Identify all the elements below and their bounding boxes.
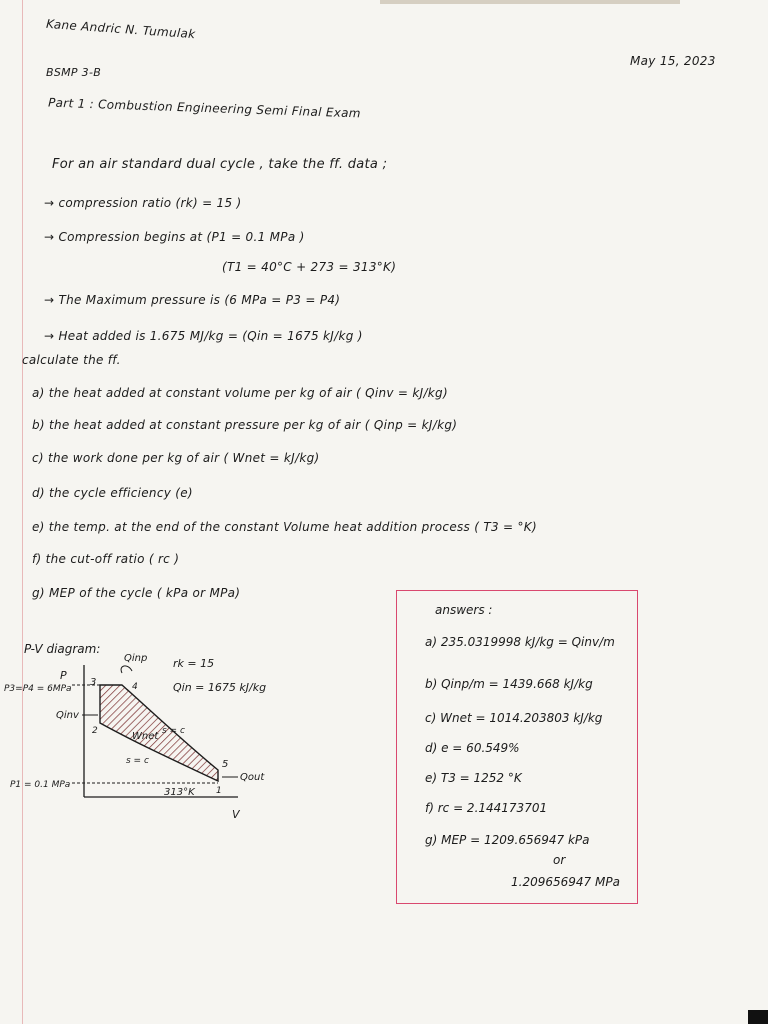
isentropic-upper-label: s = c — [162, 726, 185, 736]
page-title: Part 1 : Combustion Engineering Semi Final Exam — [47, 95, 362, 121]
given-initial-pressure: → Compression begins at (P1 = 0.1 MPa ) — [44, 230, 305, 244]
question-c: c) the work done per kg of air ( Wnet = kJ/kg) — [32, 451, 320, 465]
answer-g: g) MEP = 1209.656947 kPa — [425, 833, 590, 847]
question-d: d) the cycle efficiency (e) — [32, 486, 193, 500]
point-1: 1 — [216, 786, 222, 796]
v-axis-label: V — [232, 808, 240, 821]
qout-label: Qout — [240, 772, 265, 783]
exam-date: May 15, 2023 — [630, 54, 716, 68]
given-initial-temperature: (T1 = 40°C + 273 = 313°K) — [222, 260, 397, 274]
given-compression-ratio: → compression ratio (rk) = 15 ) — [44, 196, 242, 210]
p3p4-label: P3=P4 = 6MPa — [4, 684, 72, 694]
student-name: Kane Andric N. Tumulak — [45, 16, 196, 42]
answer-c: c) Wnet = 1014.203803 kJ/kg — [425, 711, 603, 725]
pv-diagram — [0, 635, 300, 825]
qinp-label: Qinp — [124, 653, 148, 664]
diagram-title: P-V diagram: — [24, 642, 101, 656]
question-e: e) the temp. at the end of the constant Volume heat addition process ( T3 = °K) — [32, 520, 537, 534]
diagram-qin: Qin = 1675 kJ/kg — [173, 681, 267, 694]
point-3: 3 — [90, 677, 97, 688]
wnet-label: Wnet — [132, 731, 159, 742]
answer-a: a) 235.0319998 kJ/kg = Qinv/m — [425, 635, 615, 649]
margin-line — [22, 0, 23, 1024]
point-4: 4 — [132, 682, 138, 692]
section-label: BSMP 3-B — [46, 66, 102, 79]
answer-b: b) Qinp/m = 1439.668 kJ/kg — [425, 677, 593, 691]
p-axis-label: P — [60, 669, 67, 682]
answer-e: e) T3 = 1252 °K — [425, 771, 522, 785]
point-2: 2 — [92, 726, 98, 736]
question-g: g) MEP of the cycle ( kPa or MPa) — [32, 586, 241, 600]
question-b: b) the heat added at constant pressure per kg of air ( Qinp = kJ/kg) — [32, 418, 458, 432]
given-max-pressure: → The Maximum pressure is (6 MPa = P3 = P4) — [44, 293, 341, 307]
paper-edge — [380, 0, 680, 4]
point-5: 5 — [222, 759, 229, 770]
answer-g-or: or — [553, 853, 566, 867]
answer-g-mpa: 1.209656947 MPa — [511, 875, 620, 889]
answers-box — [396, 590, 638, 904]
p1-label: P1 = 0.1 MPa — [10, 780, 71, 790]
answers-heading: answers : — [435, 603, 493, 617]
answer-f: f) rc = 2.144173701 — [425, 801, 548, 815]
problem-intro: For an air standard dual cycle , take the ff. data ; — [52, 157, 388, 172]
question-f: f) the cut-off ratio ( rc ) — [32, 552, 180, 566]
answer-d: d) e = 60.549% — [425, 741, 520, 755]
calc-heading: calculate the ff. — [22, 353, 121, 367]
diagram-rk: rk = 15 — [173, 657, 215, 670]
qinp-arrow — [121, 666, 132, 673]
t1-label: 313°K — [164, 787, 195, 798]
desk-corner — [748, 1010, 768, 1024]
qinv-label: Qinv — [56, 710, 79, 721]
isentropic-lower-label: s = c — [126, 756, 149, 766]
given-heat-added: → Heat added is 1.675 MJ/kg = (Qin = 1675 kJ/kg ) — [44, 329, 363, 343]
question-a: a) the heat added at constant volume per kg of air ( Qinv = kJ/kg) — [32, 386, 448, 400]
